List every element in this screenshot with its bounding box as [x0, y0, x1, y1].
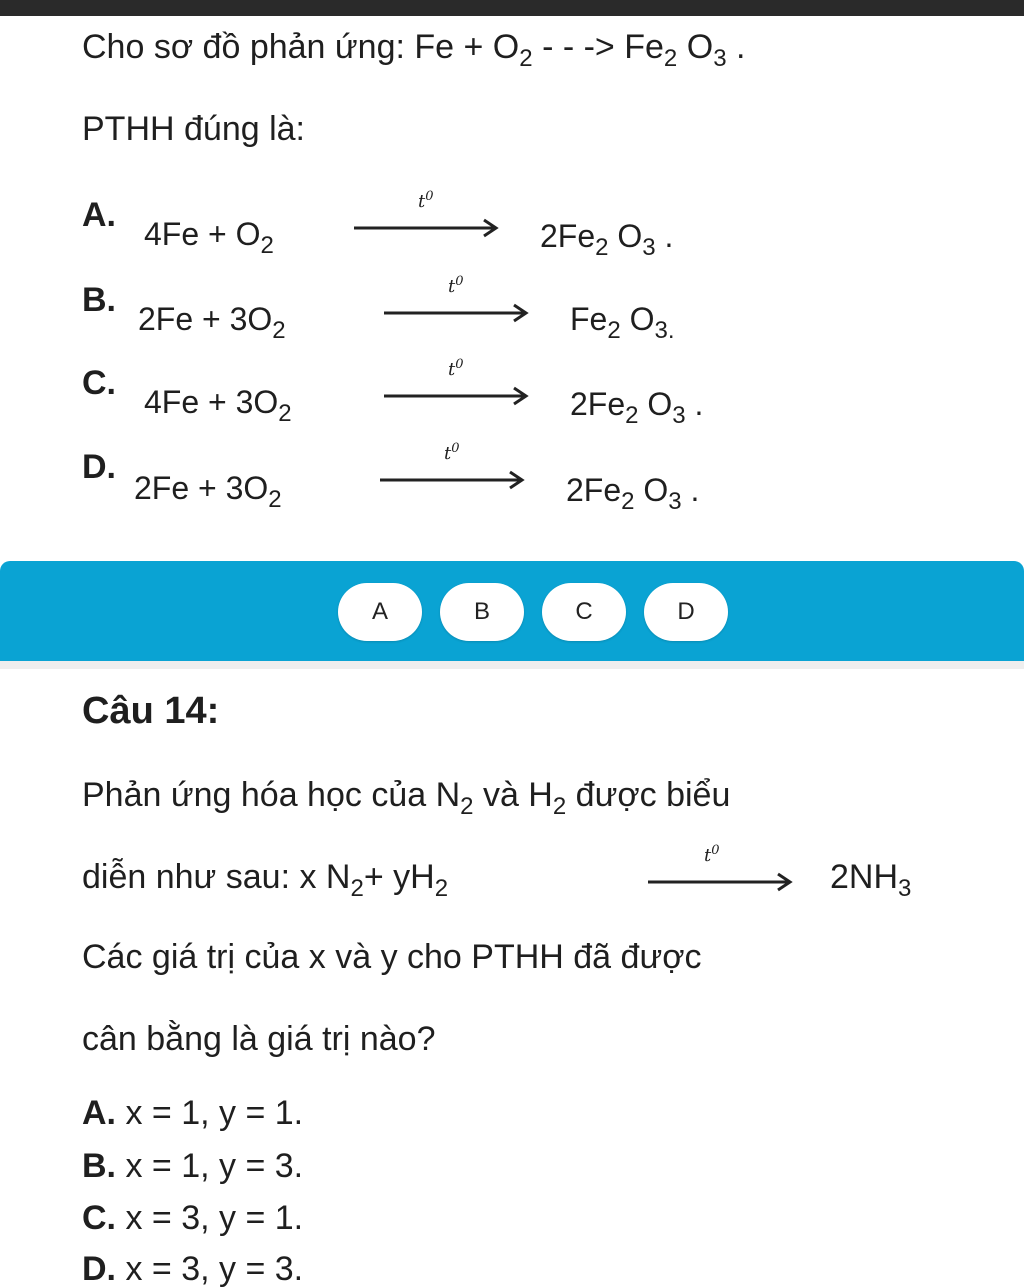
lhs-text: 2Fe + 3O	[134, 470, 269, 506]
answer-selector-bar	[0, 561, 1024, 661]
option-letter: D.	[82, 448, 116, 486]
subscript: 2	[460, 793, 474, 820]
option-text: x = 3, y = 1.	[116, 1199, 304, 1237]
subscript: 3	[898, 875, 912, 902]
rhs-text: 2Fe	[540, 218, 596, 254]
equation-lhs	[144, 386, 292, 426]
answer-button-d[interactable]: D	[644, 583, 728, 641]
answer-button-b[interactable]: B	[440, 583, 524, 641]
t-label: t	[448, 276, 456, 297]
t-label: t	[448, 359, 456, 380]
q14-option-c[interactable]	[82, 1201, 303, 1235]
equation-rhs	[566, 474, 699, 514]
q14-option-d[interactable]	[82, 1252, 303, 1286]
q14-text: + yH	[363, 858, 435, 896]
rhs-text: O	[608, 218, 643, 254]
q14-option-a[interactable]	[82, 1096, 303, 1130]
subscript: 3	[672, 402, 686, 429]
scheme-text: .	[726, 28, 746, 66]
t-label: t	[444, 443, 452, 464]
lhs-text: 2Fe + 3O	[138, 301, 273, 337]
option-letter: A.	[82, 196, 116, 234]
q14-title: Câu 14:	[82, 690, 220, 732]
t-label: t	[418, 191, 426, 212]
subscript: 2	[278, 400, 292, 427]
q14-text: và H	[473, 776, 553, 814]
q14-text-line-1	[82, 778, 730, 819]
rhs-text: Fe	[570, 301, 608, 337]
q14-text-line-4: cân bằng là giá trị nào?	[82, 1020, 436, 1058]
q14-text-line-3: Các giá trị của x và y cho PTHH đã được	[82, 938, 702, 976]
reaction-arrow-icon	[354, 208, 504, 248]
equation-rhs	[570, 303, 675, 343]
subscript: 2	[621, 488, 635, 515]
q14-text: được biểu	[566, 776, 731, 814]
q14-equation-rhs	[830, 860, 911, 901]
answer-button-a[interactable]: A	[338, 583, 422, 641]
superscript: 0	[711, 843, 720, 858]
rhs-text: .	[655, 218, 674, 254]
option-letter: B.	[82, 1147, 116, 1185]
lhs-text: 4Fe + 3O	[144, 384, 279, 420]
q14-option-b[interactable]	[82, 1149, 303, 1183]
scheme-arrow-text: - - -> Fe	[532, 28, 664, 66]
option-text: x = 1, y = 3.	[116, 1147, 304, 1185]
superscript: 0	[451, 441, 460, 456]
equation-lhs	[144, 218, 274, 258]
option-letter: B.	[82, 281, 116, 319]
rhs-text: 2Fe	[566, 472, 622, 508]
scheme-text: O	[677, 28, 714, 66]
equation-rhs	[570, 388, 703, 428]
option-letter: C.	[82, 1199, 116, 1237]
subscript: 2	[607, 317, 621, 344]
subscript: 3	[713, 45, 727, 72]
subscript: 3	[668, 488, 682, 515]
q14-text: Phản ứng hóa học của N	[82, 776, 461, 814]
subscript: 2	[595, 234, 609, 261]
subscript: 3	[642, 234, 656, 261]
top-status-bar	[0, 0, 1024, 16]
rhs-text: .	[685, 386, 704, 422]
q14-text: 2NH	[830, 858, 899, 896]
subscript: 2	[552, 793, 567, 820]
reaction-arrow-icon	[648, 862, 798, 902]
q14-text-line-2	[82, 843, 1022, 910]
superscript: 0	[455, 357, 464, 372]
subscript: 2	[663, 45, 678, 72]
section-divider	[0, 661, 1024, 669]
q13-reaction-scheme	[82, 30, 745, 71]
subscript: 2	[350, 875, 364, 902]
superscript: 0	[425, 189, 434, 204]
q14-equation-lhs	[82, 860, 448, 901]
subscript: 2	[272, 317, 286, 344]
equation-lhs	[138, 303, 286, 343]
t-label: t	[704, 845, 712, 866]
option-letter: C.	[82, 364, 116, 402]
subscript: 2	[260, 232, 274, 259]
option-letter: A.	[82, 1094, 116, 1132]
equation-rhs	[540, 220, 673, 260]
equation-lhs	[134, 472, 282, 512]
reaction-arrow-icon	[384, 293, 534, 333]
subscript: 2	[434, 875, 449, 902]
q14-text: diễn như sau: x N	[82, 858, 351, 896]
q13-prompt: PTHH đúng là:	[82, 110, 305, 148]
option-text: x = 1, y = 1.	[116, 1094, 304, 1132]
subscript: 2	[268, 486, 282, 513]
subscript: 2	[519, 45, 533, 72]
reaction-arrow-icon	[384, 376, 534, 416]
option-text: x = 3, y = 3.	[116, 1250, 304, 1288]
subscript: 2	[625, 402, 639, 429]
rhs-text: O	[638, 386, 673, 422]
q13-scheme-text: Cho sơ đồ phản ứng: Fe + O	[82, 28, 520, 66]
answer-button-c[interactable]: C	[542, 583, 626, 641]
subscript: 3.	[654, 317, 675, 344]
reaction-arrow-icon	[380, 460, 530, 500]
rhs-text: O	[634, 472, 669, 508]
rhs-text: O	[620, 301, 655, 337]
option-letter: D.	[82, 1250, 116, 1288]
superscript: 0	[455, 274, 464, 289]
lhs-text: 4Fe + O	[144, 216, 261, 252]
rhs-text: 2Fe	[570, 386, 626, 422]
rhs-text: .	[681, 472, 700, 508]
